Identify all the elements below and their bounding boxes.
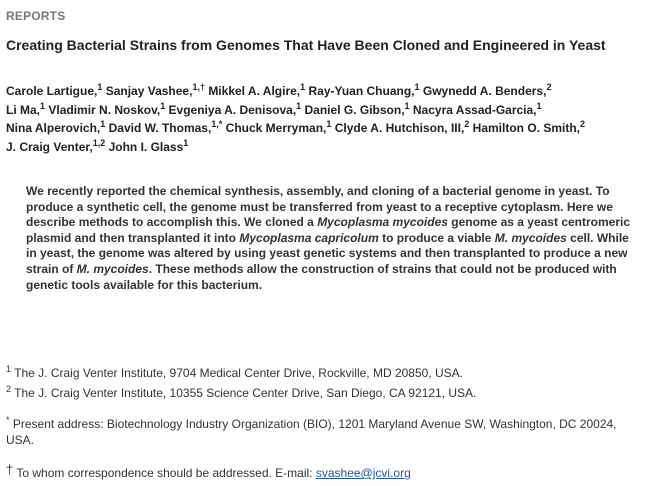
author-list bbox=[6, 82, 654, 156]
author: Vladimir N. Noskov,$^1$ bbox=[48, 100, 166, 117]
author: Carole Lartigue,$^1$ bbox=[6, 82, 103, 98]
affiliation-footnote-1: $^1$ The J. Craig Venter Institute, 9704 Medical Center Drive, Rockville, MD 20850, USA. bbox=[6, 364, 463, 380]
author: Daniel G. Gibson,$^1$ bbox=[304, 100, 410, 117]
author: Sanjay Vashee,$^{1,\dagger}$ bbox=[105, 82, 205, 98]
author: Li Ma,$^1$ bbox=[6, 100, 46, 117]
email-link[interactable]: svashee@jcvi.org bbox=[315, 466, 411, 480]
author: Hamilton O. Smith,$^2$ bbox=[472, 119, 586, 135]
author: Chuck Merryman,$^1$ bbox=[225, 119, 332, 135]
present-address-footnote: * Present address: Biotechnology Industry Organization (BIO), 1201 Maryland Avenue SW, Washington, DC 20024, USA. bbox=[6, 415, 617, 447]
abstract: We recently reported the chemical synthesis, assembly, and cloning of a bacterial genome in yeast. To produce a synthetic cell, the genome must be transferred from yeast to a receptive cytoplasm. Here we describe methods to accomplish this. We cloned a Mycoplasma mycoides genome as a yeast centromeric plasmid and then transplanted it into Mycoplasma capricolum to produce a viable M. mycoides cell. While in yeast, the genome was altered by using yeast genetic systems and then transplanted to produce a new strain of M. mycoides. These methods allow the construction of strains that could not be produced with genetic tools available for this bacterium. bbox=[26, 184, 631, 292]
author: Clyde A. Hutchison, III,$^2$ bbox=[334, 119, 470, 135]
author: Ray-Yuan Chuang,$^1$ bbox=[308, 82, 420, 98]
author: Nacyra Assad-Garcia,$^1$ bbox=[412, 100, 542, 117]
affiliation-footnote-2: $^2$ The J. Craig Venter Institute, 10355 Science Center Drive, San Diego, CA 92121, USA. bbox=[6, 384, 477, 400]
correspondence-footnote: † To whom correspondence should be addressed. E-mail: svashee@jcvi.org bbox=[6, 462, 411, 480]
author: Mikkel A. Algire,$^1$ bbox=[208, 82, 306, 98]
author: John I. Glass$^1$ bbox=[108, 137, 189, 154]
author: Nina Alperovich,$^1$ bbox=[6, 119, 106, 135]
author: Evgeniya A. Denisova,$^1$ bbox=[168, 100, 302, 117]
section-label: REPORTS bbox=[6, 9, 66, 23]
author: Gwynedd A. Benders,$^2$ bbox=[422, 82, 552, 98]
author: J. Craig Venter,$^{1,2}$ bbox=[6, 137, 106, 154]
author: David W. Thomas,$^{1,*}$ bbox=[108, 119, 223, 135]
article-title: Creating Bacterial Strains from Genomes That Have Been Cloned and Engineered in Yeast bbox=[6, 37, 606, 53]
